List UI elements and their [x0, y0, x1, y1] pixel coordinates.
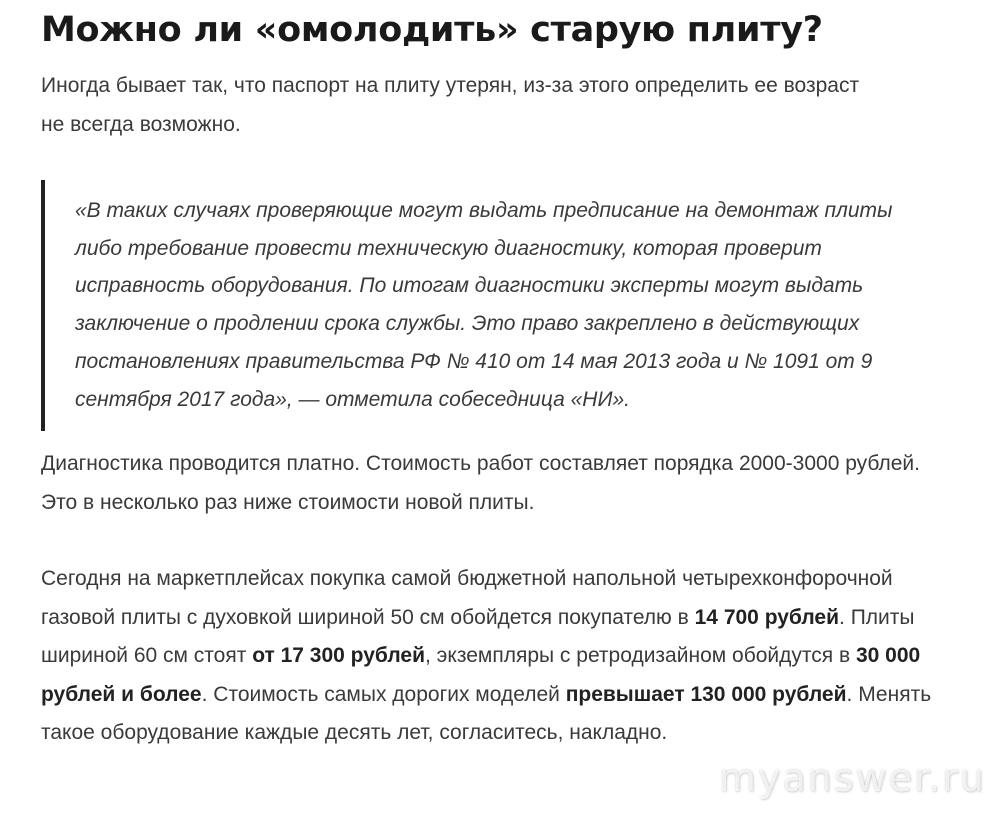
price-budget: 14 700 рублей	[694, 605, 840, 629]
quote-block	[41, 180, 921, 431]
watermark: myanswer.ru	[718, 756, 986, 800]
article-title: Можно ли «омолодить» старую плиту?	[41, 10, 823, 50]
price-retro: 30 000 рублей и более	[41, 644, 921, 706]
price-expensive: превышает 130 000 рублей	[565, 682, 847, 706]
market-text-2: . Плиты шириной 60 см стоят	[41, 605, 915, 668]
market-text-4: . Стоимость самых дорогих моделей	[201, 682, 566, 706]
market-text-3: , экземпляры с ретродизайном обойдутся в	[425, 644, 856, 668]
quote-text: «В таких случаях проверяющие могут выдать предписание на демонтаж плиты либо требование провести техническую диагностику, которая проверит исправность оборудования. По итогам диагностики эксперты могут выдать заключение о продлении срока службы. Это право закреплено в действующих постановлениях правительства РФ № 410 от 14 мая 2013 года и № 1091 от 9 сентября 2017 года», — отметила собеседница «НИ».	[75, 199, 893, 411]
article	[41, 0, 961, 753]
market-text-1: Сегодня на маркетплейсах покупка самой бюджетной напольной четырехконфорочной газовой плиты с духовкой шириной 50 см обойдется покупателю в	[41, 567, 893, 629]
cost-paragraph: Диагностика проводится платно. Стоимость работ составляет порядка 2000-3000 рублей. Это в несколько раз ниже стоимости новой плиты.	[41, 452, 920, 514]
market-paragraph	[41, 560, 941, 753]
intro-paragraph: Иногда бывает так, что паспорт на плиту утерян, из-за этого определить ее возраст не всегда возможно.	[41, 74, 860, 136]
market-text-5: . Менять такое оборудование каждые десять лет, согласитесь, накладно.	[41, 682, 932, 745]
price-60cm: от 17 300 рублей	[252, 644, 426, 668]
